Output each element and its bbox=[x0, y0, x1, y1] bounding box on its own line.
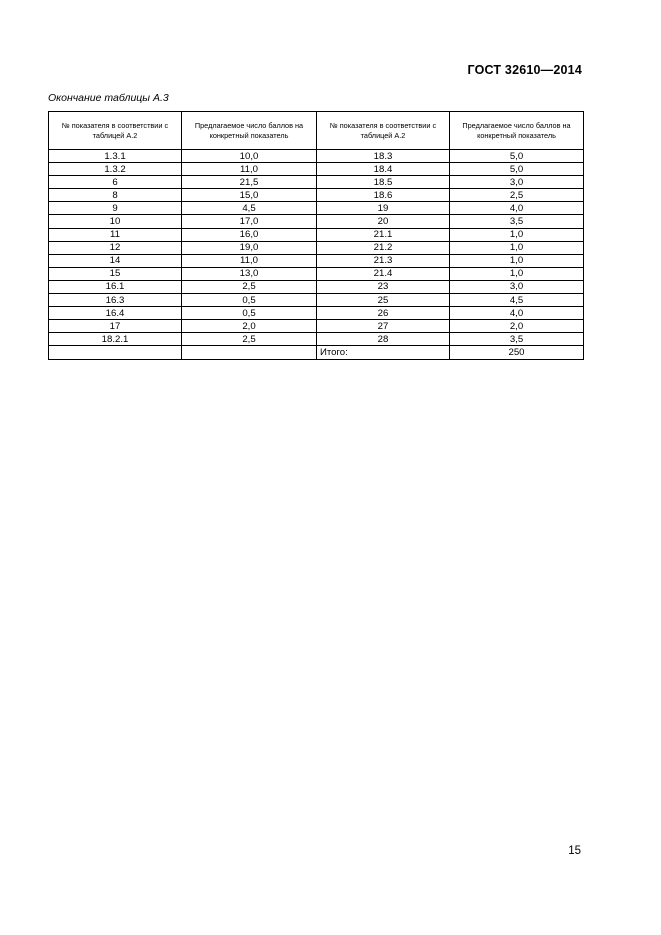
cell-indicator-number-right: 25 bbox=[317, 294, 450, 307]
cell-proposed-score-left: 11,0 bbox=[182, 254, 317, 267]
cell-indicator-number-right: 23 bbox=[317, 280, 450, 293]
cell-proposed-score-right: 5,0 bbox=[450, 150, 584, 163]
cell-proposed-score-right: 2,0 bbox=[450, 320, 584, 333]
standard-designation: ГОСТ 32610—2014 bbox=[467, 63, 582, 77]
cell-indicator-number-right: 18.6 bbox=[317, 189, 450, 202]
cell-proposed-score-right: 3,0 bbox=[450, 176, 584, 189]
total-empty-cell bbox=[49, 346, 182, 359]
cell-proposed-score-right: 1,0 bbox=[450, 254, 584, 267]
cell-indicator-number-left: 12 bbox=[49, 241, 182, 254]
cell-indicator-number-left: 18.2.1 bbox=[49, 333, 182, 346]
cell-proposed-score-right: 4,0 bbox=[450, 307, 584, 320]
cell-indicator-number-left: 16.1 bbox=[49, 280, 182, 293]
cell-proposed-score-right: 4,0 bbox=[450, 202, 584, 215]
table-row bbox=[49, 176, 584, 189]
cell-indicator-number-right: 21.2 bbox=[317, 241, 450, 254]
page-number: 15 bbox=[568, 845, 581, 857]
cell-proposed-score-right: 2,5 bbox=[450, 189, 584, 202]
cell-proposed-score-right: 3,5 bbox=[450, 215, 584, 228]
cell-indicator-number-right: 19 bbox=[317, 202, 450, 215]
table-row bbox=[49, 241, 584, 254]
table-row bbox=[49, 163, 584, 176]
total-row bbox=[49, 346, 584, 359]
table-body bbox=[49, 150, 584, 346]
table-row bbox=[49, 333, 584, 346]
cell-indicator-number-left: 9 bbox=[49, 202, 182, 215]
cell-proposed-score-right: 4,5 bbox=[450, 294, 584, 307]
cell-indicator-number-left: 16.4 bbox=[49, 307, 182, 320]
total-value: 250 bbox=[450, 346, 584, 359]
cell-proposed-score-left: 4,5 bbox=[182, 202, 317, 215]
cell-indicator-number-left: 14 bbox=[49, 254, 182, 267]
cell-proposed-score-left: 0,5 bbox=[182, 307, 317, 320]
cell-indicator-number-right: 21.4 bbox=[317, 267, 450, 280]
cell-proposed-score-left: 2,0 bbox=[182, 320, 317, 333]
total-label: Итого: bbox=[317, 346, 450, 359]
table-header-row bbox=[49, 112, 584, 150]
cell-indicator-number-left: 15 bbox=[49, 267, 182, 280]
header-proposed-score-right: Предлагаемое число баллов на конкретный показатель bbox=[450, 112, 584, 150]
header-proposed-score-left: Предлагаемое число баллов на конкретный показатель bbox=[182, 112, 317, 150]
cell-indicator-number-right: 28 bbox=[317, 333, 450, 346]
cell-indicator-number-right: 21.3 bbox=[317, 254, 450, 267]
cell-proposed-score-right: 3,0 bbox=[450, 280, 584, 293]
cell-indicator-number-right: 21.1 bbox=[317, 228, 450, 241]
cell-indicator-number-right: 26 bbox=[317, 307, 450, 320]
table-row bbox=[49, 228, 584, 241]
header-indicator-number-left: № показателя в соответствии с таблицей А.2 bbox=[49, 112, 182, 150]
cell-proposed-score-left: 16,0 bbox=[182, 228, 317, 241]
cell-indicator-number-right: 18.4 bbox=[317, 163, 450, 176]
cell-indicator-number-left: 10 bbox=[49, 215, 182, 228]
cell-proposed-score-right: 1,0 bbox=[450, 241, 584, 254]
cell-proposed-score-left: 10,0 bbox=[182, 150, 317, 163]
cell-proposed-score-right: 3,5 bbox=[450, 333, 584, 346]
table-row bbox=[49, 189, 584, 202]
cell-indicator-number-left: 11 bbox=[49, 228, 182, 241]
cell-indicator-number-left: 6 bbox=[49, 176, 182, 189]
cell-proposed-score-left: 17,0 bbox=[182, 215, 317, 228]
total-empty-cell bbox=[182, 346, 317, 359]
cell-proposed-score-left: 2,5 bbox=[182, 280, 317, 293]
cell-indicator-number-left: 1.3.2 bbox=[49, 163, 182, 176]
cell-proposed-score-left: 11,0 bbox=[182, 163, 317, 176]
cell-indicator-number-right: 18.5 bbox=[317, 176, 450, 189]
cell-indicator-number-right: 18.3 bbox=[317, 150, 450, 163]
cell-proposed-score-left: 2,5 bbox=[182, 333, 317, 346]
cell-proposed-score-right: 1,0 bbox=[450, 228, 584, 241]
cell-indicator-number-left: 1.3.1 bbox=[49, 150, 182, 163]
table-row bbox=[49, 202, 584, 215]
cell-proposed-score-right: 1,0 bbox=[450, 267, 584, 280]
cell-proposed-score-left: 21,5 bbox=[182, 176, 317, 189]
cell-indicator-number-left: 8 bbox=[49, 189, 182, 202]
cell-proposed-score-left: 0,5 bbox=[182, 294, 317, 307]
table-row bbox=[49, 294, 584, 307]
cell-proposed-score-left: 13,0 bbox=[182, 267, 317, 280]
scores-table bbox=[48, 111, 584, 360]
table-row bbox=[49, 307, 584, 320]
cell-proposed-score-left: 19,0 bbox=[182, 241, 317, 254]
table-row bbox=[49, 320, 584, 333]
table-row bbox=[49, 267, 584, 280]
table-row bbox=[49, 280, 584, 293]
cell-indicator-number-left: 17 bbox=[49, 320, 182, 333]
table-row bbox=[49, 215, 584, 228]
table-row bbox=[49, 150, 584, 163]
header-indicator-number-right: № показателя в соответствии с таблицей А.2 bbox=[317, 112, 450, 150]
cell-proposed-score-right: 5,0 bbox=[450, 163, 584, 176]
cell-proposed-score-left: 15,0 bbox=[182, 189, 317, 202]
cell-indicator-number-left: 16.3 bbox=[49, 294, 182, 307]
table-row bbox=[49, 254, 584, 267]
cell-indicator-number-right: 27 bbox=[317, 320, 450, 333]
table-caption: Окончание таблицы А.3 bbox=[48, 92, 169, 104]
cell-indicator-number-right: 20 bbox=[317, 215, 450, 228]
